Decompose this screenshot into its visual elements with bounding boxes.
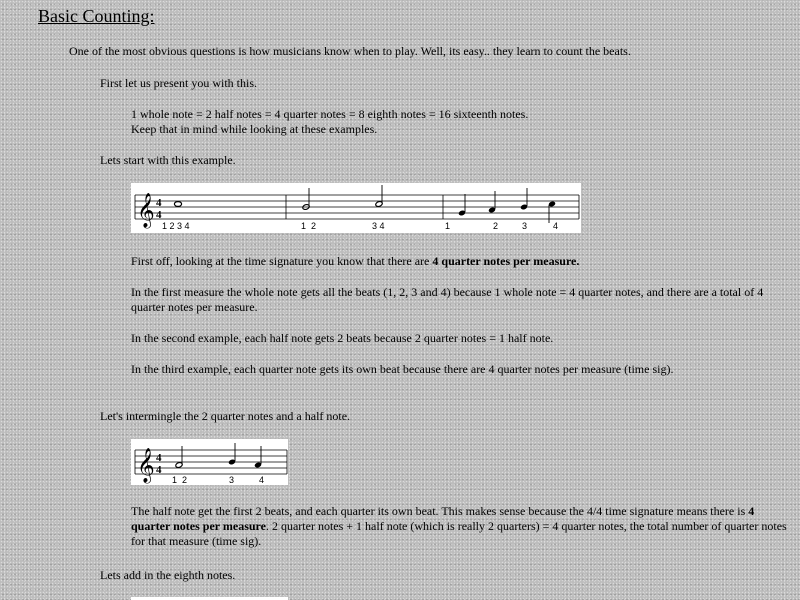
quarter-note	[228, 443, 236, 465]
beat-label: 3 4	[372, 221, 385, 231]
start-example-text: Lets start with this example.	[100, 153, 236, 167]
beat-label: 2	[493, 221, 499, 231]
intermingle-text: Let's intermingle the 2 quarter notes and a half note.	[100, 409, 351, 423]
half-note	[375, 185, 383, 207]
whole-note	[174, 202, 181, 207]
quarter-note	[548, 201, 556, 223]
half-note-text-end: . 2 quarter notes + 1 half note (which is really 2 quarters) = 4 quarter notes, the total number of quarter notes for that measure (time sig).	[131, 519, 787, 548]
beat-label: 3	[229, 475, 235, 485]
example1-staff	[131, 183, 581, 233]
time-sig-top: 4	[156, 197, 162, 209]
quarter-note	[488, 191, 496, 213]
intro-paragraph: One of the most obvious questions is how musicians know when to play. Well, its easy.. they learn to count the beats.	[69, 44, 631, 58]
beat-label: 4	[259, 475, 265, 485]
example2-notation	[131, 439, 288, 485]
quarter-note	[254, 446, 262, 468]
note-equation: 1 whole note = 2 half notes = 4 quarter notes = 8 eighth notes = 16 sixteenth notes.	[131, 107, 529, 121]
quarter-note	[520, 188, 528, 210]
beat-label: 1 2	[301, 221, 317, 231]
second-example-paragraph: In the second example, each half note gets 2 beats because 2 quarter notes = 1 half note.	[131, 331, 554, 345]
beat-label: 4	[553, 221, 559, 231]
half-note-bold: 4 quarter notes per measure	[131, 504, 755, 533]
present-text: First let us present you with this.	[100, 76, 257, 90]
third-example-paragraph: In the third example, each quarter note gets its own beat because there are 4 quarter notes per measure (time sig).	[131, 362, 674, 376]
first-off-bold: 4 quarter notes per measure.	[432, 254, 580, 268]
quarter-note	[458, 194, 466, 216]
beat-label: 1 2	[172, 475, 188, 485]
treble-clef-icon: 𝄞	[137, 193, 155, 228]
time-sig-bottom: 4	[156, 209, 162, 221]
page-title: Basic Counting:	[38, 6, 155, 26]
beat-label: 3	[522, 221, 528, 231]
first-off-paragraph	[131, 254, 579, 269]
eighth-notes-text: Lets add in the eighth notes.	[100, 568, 236, 582]
beat-label: 1 2 3 4	[162, 221, 190, 231]
example2-staff	[131, 439, 288, 485]
keep-in-mind-text: Keep that in mind while looking at these examples.	[131, 122, 378, 136]
half-note	[175, 446, 183, 468]
treble-clef-icon: 𝄞	[137, 448, 155, 483]
half-note-text: The half note get the first 2 beats, and each quarter its own beat. This makes sense because the 4/4 time signature means there is	[131, 504, 749, 518]
time-sig-top: 4	[156, 452, 162, 464]
example1-notation	[131, 183, 581, 233]
first-off-text: First off, looking at the time signature you know that there are	[131, 254, 433, 268]
beat-label: 1	[445, 221, 451, 231]
first-measure-paragraph: In the first measure the whole note gets all the beats (1, 2, 3 and 4) because 1 whole note = 4 quarter notes, and there are a total of 4 quarter notes per measure.	[131, 285, 764, 314]
time-sig-bottom: 4	[156, 464, 162, 476]
half-note-paragraph	[131, 504, 795, 549]
